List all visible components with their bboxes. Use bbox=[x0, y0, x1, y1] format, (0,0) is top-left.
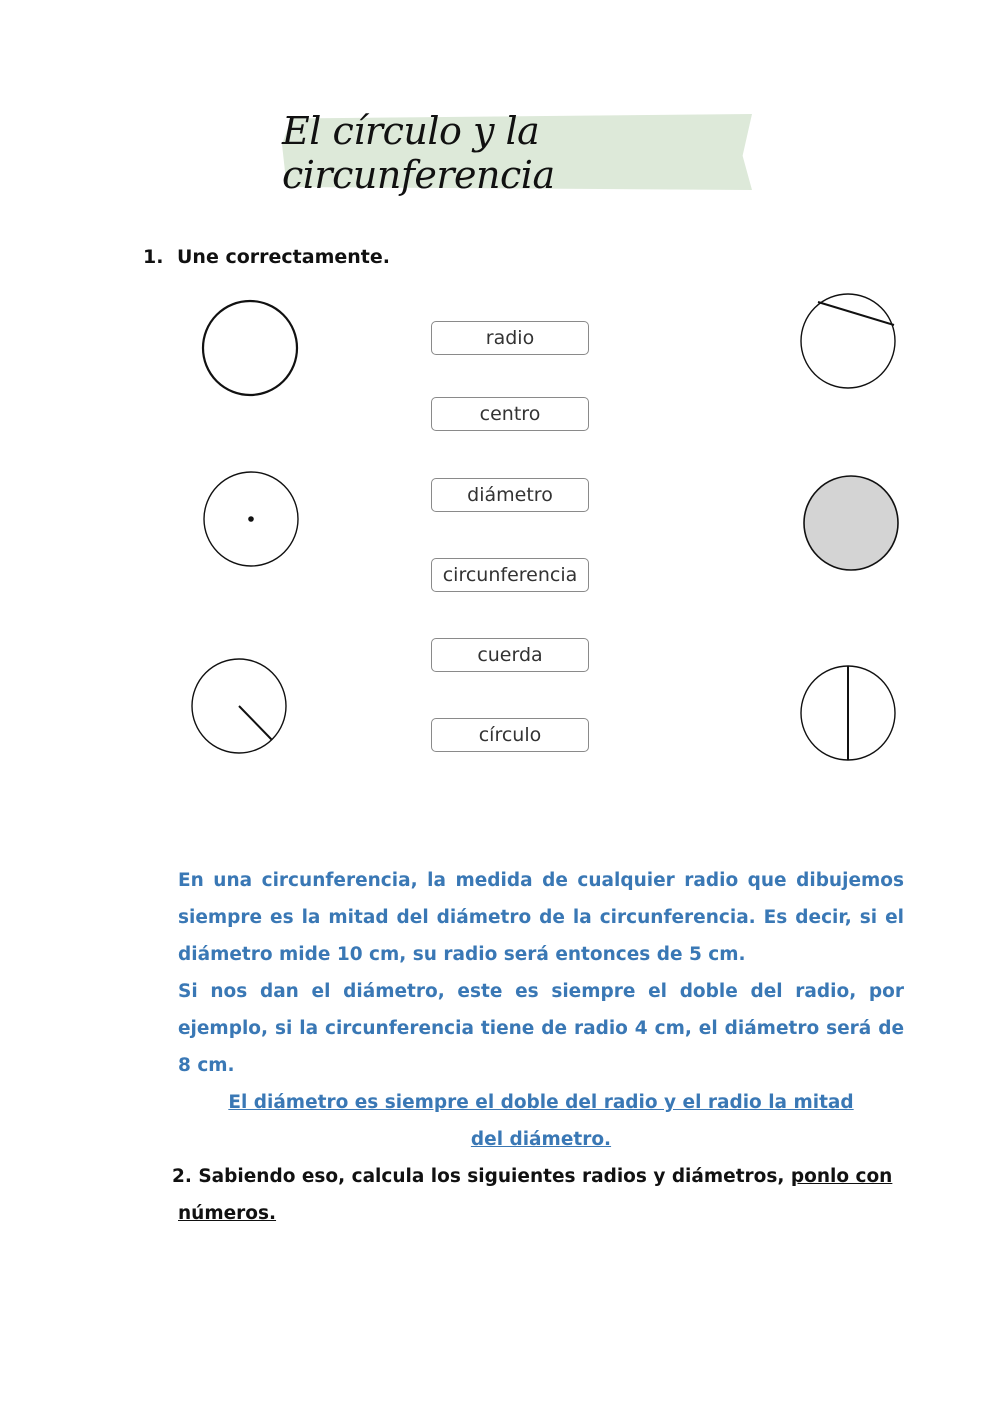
chord-figure[interactable] bbox=[798, 292, 898, 392]
chord-line bbox=[818, 302, 894, 325]
exercise-2-underlined-2: números. bbox=[178, 1203, 277, 1224]
exercise-2-text: Sabiendo eso, calcula los siguientes radios y diámetros, bbox=[198, 1166, 785, 1187]
info-paragraph-1: En una circunferencia, la medida de cualquier radio que dibujemos siempre es la mitad del diámetro de la circunferencia. Es decir, si el diámetro mide 10 cm, su radio será entonces de 5 cm. bbox=[178, 870, 904, 965]
word-box-diametro[interactable]: diámetro bbox=[431, 478, 589, 512]
center-figure[interactable] bbox=[201, 469, 301, 569]
page-title: El círculo y la circunferencia bbox=[282, 109, 555, 197]
exercise-1-number: 1. bbox=[143, 246, 164, 268]
word-box-centro[interactable]: centro bbox=[431, 397, 589, 431]
word-box-circunferencia[interactable]: circunferencia bbox=[431, 558, 589, 592]
center-point bbox=[248, 516, 254, 522]
word-box-cuerda[interactable]: cuerda bbox=[431, 638, 589, 672]
circumference-figure[interactable] bbox=[200, 299, 300, 399]
exercise-1-heading bbox=[143, 246, 390, 268]
info-paragraph-2: Si nos dan el diámetro, este es siempre el doble del radio, por ejemplo, si la circunferencia tiene de radio 4 cm, el diámetro será de 8 cm. bbox=[178, 981, 904, 1076]
radius-figure[interactable] bbox=[189, 656, 289, 756]
info-text-block bbox=[178, 862, 904, 1158]
exercise-2-number: 2. bbox=[172, 1166, 192, 1187]
exercise-2-heading bbox=[172, 1158, 904, 1232]
radius-line bbox=[239, 706, 272, 740]
exercise-2-underlined-1: ponlo con bbox=[790, 1166, 893, 1187]
circle-figure[interactable] bbox=[801, 475, 901, 575]
diameter-figure[interactable] bbox=[798, 663, 898, 763]
word-box-radio[interactable]: radio bbox=[431, 321, 589, 355]
exercise-1-instruction: Une correctamente. bbox=[177, 246, 390, 268]
word-box-circulo[interactable]: círculo bbox=[431, 718, 589, 752]
info-rule: El diámetro es siempre el doble del radio y el radio la mitad del diámetro. bbox=[228, 1092, 854, 1150]
